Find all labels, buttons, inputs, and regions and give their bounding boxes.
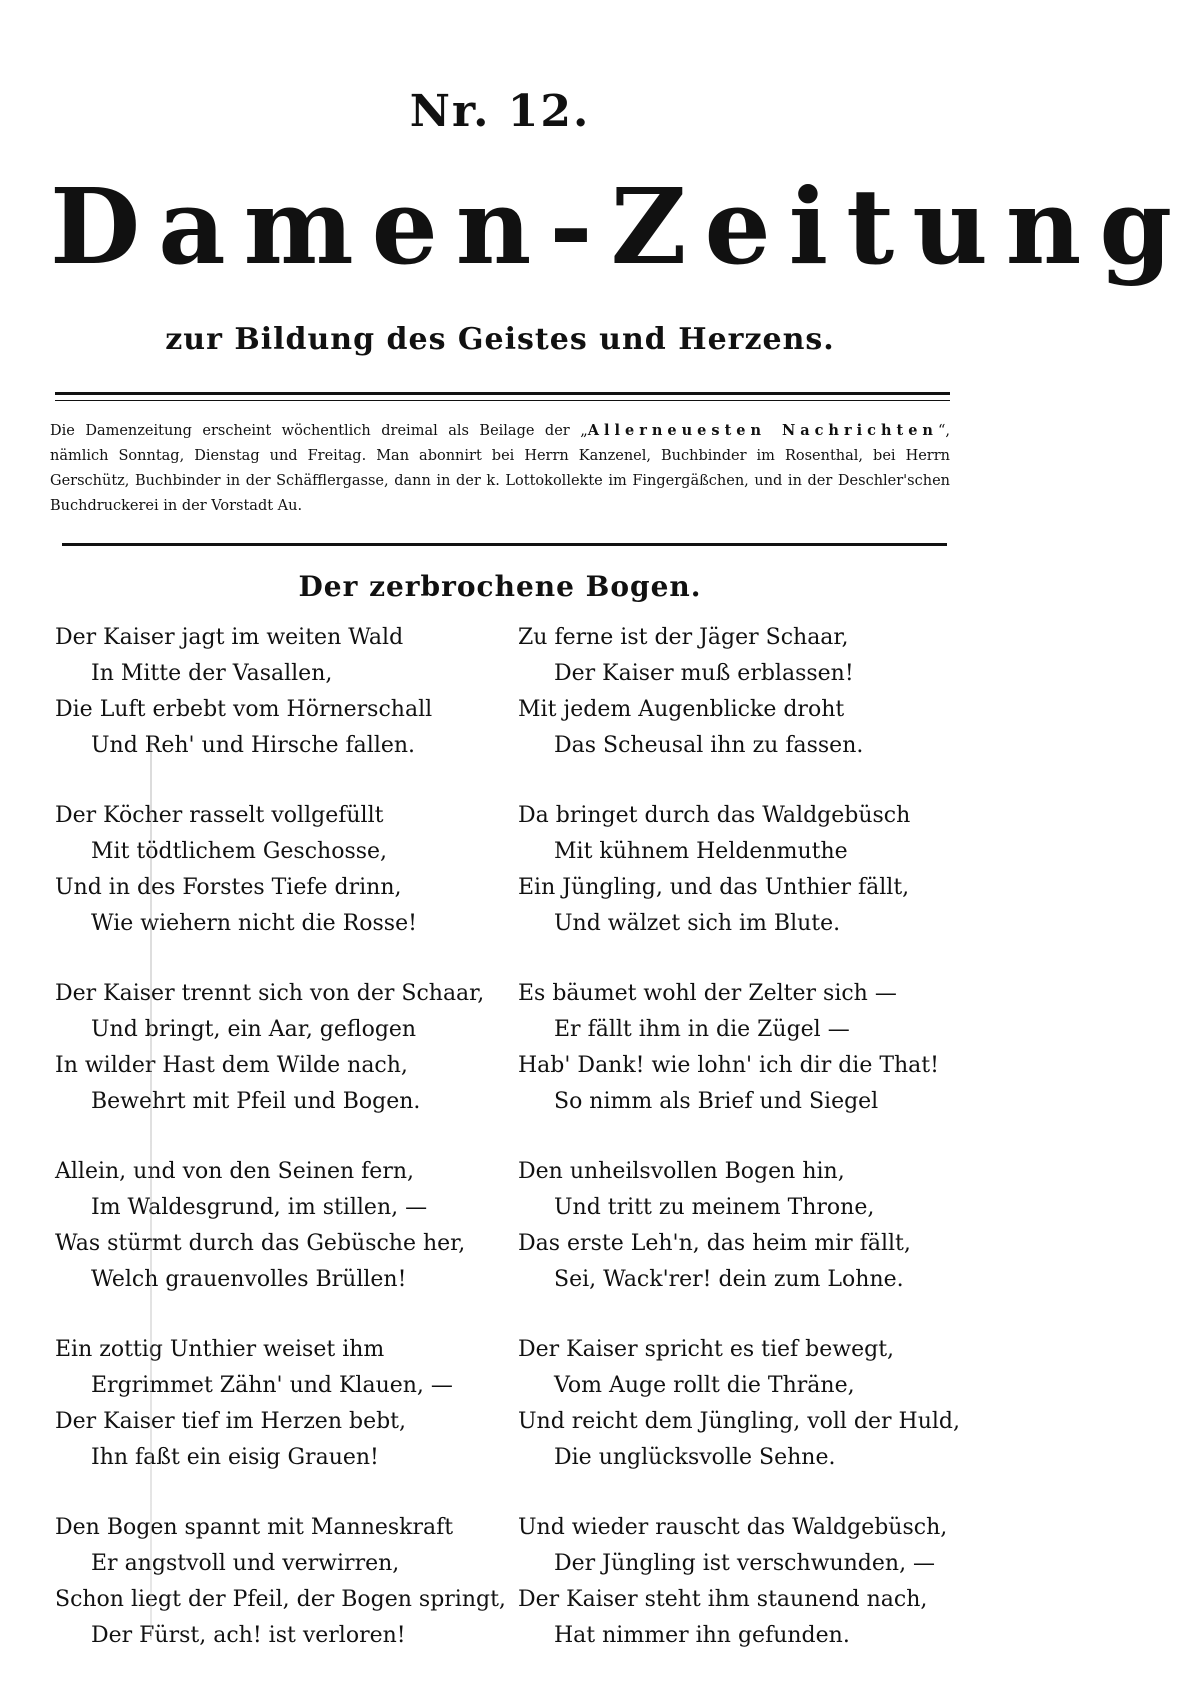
poem-line: Und in des Forstes Tiefe drinn, bbox=[55, 875, 402, 900]
poem-line: Der Kaiser steht ihm staunend nach, bbox=[518, 1587, 928, 1612]
masthead-subtitle: zur Bildung des Geistes und Herzens. bbox=[165, 322, 835, 357]
poem-title: Der zerbrochene Bogen. bbox=[298, 570, 702, 603]
masthead-title: Damen-Zeitung bbox=[50, 165, 1190, 288]
notice-text-2: “, nämlich Sonntag, Dienstag und Freitag. Man abonnirt bei Herrn Kanzenel, Buchbinder im Rosenthal, bei Herrn Gerschütz, Buchbinder in der Schäfflergasse, dann in der k. Lottokollekte im Fingergäßchen, und in der Deschler'schen Buchdruckerei in der Vorstadt Au. bbox=[50, 423, 950, 514]
poem-stanza bbox=[518, 976, 968, 1120]
poem-line: Der Fürst, ach! ist verloren! bbox=[91, 1623, 406, 1648]
poem-line: Den unheilsvollen Bogen hin, bbox=[518, 1159, 845, 1184]
poem-line: Der Kaiser spricht es tief bewegt, bbox=[518, 1337, 895, 1362]
poem-line: Er fällt ihm in die Zügel — bbox=[554, 1017, 850, 1042]
poem-line: Ihn faßt ein eisig Grauen! bbox=[91, 1445, 379, 1470]
poem-line: Mit tödtlichem Geschosse, bbox=[91, 839, 388, 864]
poem-stanza bbox=[518, 1154, 968, 1298]
poem-line: In wilder Hast dem Wilde nach, bbox=[55, 1053, 408, 1078]
poem-line: Ergrimmet Zähn' und Klauen, — bbox=[91, 1373, 453, 1398]
notice-rule bbox=[62, 543, 947, 546]
poem-line: Der Köcher rasselt vollgefüllt bbox=[55, 803, 384, 828]
poem-line: So nimm als Brief und Siegel bbox=[554, 1089, 879, 1114]
poem-line: Den Bogen spannt mit Manneskraft bbox=[55, 1515, 454, 1540]
poem-column-right bbox=[518, 620, 968, 1688]
poem-line: Hat nimmer ihn gefunden. bbox=[554, 1623, 850, 1648]
poem-line: Da bringet durch das Waldgebüsch bbox=[518, 803, 911, 828]
poem-line: Und reicht dem Jüngling, voll der Huld, bbox=[518, 1409, 961, 1434]
poem-stanza bbox=[518, 620, 968, 764]
poem-line: Und wieder rauscht das Waldgebüsch, bbox=[518, 1515, 948, 1540]
subscription-notice bbox=[50, 418, 950, 519]
poem-line: Wie wiehern nicht die Rosse! bbox=[91, 911, 417, 936]
header-rule bbox=[55, 392, 950, 401]
poem-line: Im Waldesgrund, im stillen, — bbox=[91, 1195, 428, 1220]
poem-line: Der Kaiser trennt sich von der Schaar, bbox=[55, 981, 485, 1006]
poem-line: Der Jüngling ist verschwunden, — bbox=[554, 1551, 936, 1576]
notice-publication-name: Allerneuesten Nachrichten bbox=[587, 422, 938, 439]
issue-number: Nr. 12. bbox=[409, 86, 591, 137]
poem-line: Was stürmt durch das Gebüsche her, bbox=[55, 1231, 466, 1256]
poem-line: Ein zottig Unthier weiset ihm bbox=[55, 1337, 385, 1362]
poem-line: Es bäumet wohl der Zelter sich — bbox=[518, 981, 897, 1006]
poem-column-left bbox=[55, 620, 506, 1688]
poem-line: Sei, Wack'rer! dein zum Lohne. bbox=[554, 1267, 904, 1292]
poem-line: Der Kaiser muß erblassen! bbox=[554, 661, 854, 686]
poem-line: Und tritt zu meinem Throne, bbox=[554, 1195, 875, 1220]
poem-line: Und Reh' und Hirsche fallen. bbox=[91, 733, 416, 758]
poem-line: Mit kühnem Heldenmuthe bbox=[554, 839, 848, 864]
poem-line: Das Scheusal ihn zu fassen. bbox=[554, 733, 864, 758]
poem-line: Er angstvoll und verwirren, bbox=[91, 1551, 400, 1576]
poem-stanza bbox=[55, 1154, 495, 1298]
poem-line: Allein, und von den Seinen fern, bbox=[55, 1159, 415, 1184]
poem-line: Hab' Dank! wie lohn' ich dir die That! bbox=[518, 1053, 939, 1078]
poem-stanza bbox=[55, 620, 495, 764]
poem-line: Die Luft erbebt vom Hörnerschall bbox=[55, 697, 433, 722]
poem-line: Mit jedem Augenblicke droht bbox=[518, 697, 845, 722]
poem-line: Das erste Leh'n, das heim mir fällt, bbox=[518, 1231, 911, 1256]
poem-stanza bbox=[55, 798, 495, 942]
poem-line: Welch grauenvolles Brüllen! bbox=[91, 1267, 407, 1292]
page-fold-mark bbox=[150, 740, 152, 1640]
poem-line: Der Kaiser jagt im weiten Wald bbox=[55, 625, 404, 650]
poem-stanza bbox=[55, 976, 495, 1120]
poem-line: Vom Auge rollt die Thräne, bbox=[554, 1373, 855, 1398]
poem-line: Die unglücksvolle Sehne. bbox=[554, 1445, 836, 1470]
poem-line: Zu ferne ist der Jäger Schaar, bbox=[518, 625, 849, 650]
poem-line: In Mitte der Vasallen, bbox=[91, 661, 333, 686]
poem-stanza bbox=[55, 1510, 506, 1654]
poem-line: Schon liegt der Pfeil, der Bogen springt, bbox=[55, 1587, 506, 1612]
poem-stanza bbox=[518, 1332, 968, 1476]
poem-stanza bbox=[518, 798, 968, 942]
poem-stanza bbox=[55, 1332, 495, 1476]
poem-line: Und wälzet sich im Blute. bbox=[554, 911, 841, 936]
poem-line: Bewehrt mit Pfeil und Bogen. bbox=[91, 1089, 421, 1114]
poem-line: Ein Jüngling, und das Unthier fällt, bbox=[518, 875, 910, 900]
notice-text-1: Die Damenzeitung erscheint wöchentlich dreimal als Beilage der „ bbox=[50, 423, 588, 439]
poem-stanza bbox=[518, 1510, 968, 1654]
poem-line: Der Kaiser tief im Herzen bebt, bbox=[55, 1409, 407, 1434]
poem-line: Und bringt, ein Aar, geflogen bbox=[91, 1017, 417, 1042]
